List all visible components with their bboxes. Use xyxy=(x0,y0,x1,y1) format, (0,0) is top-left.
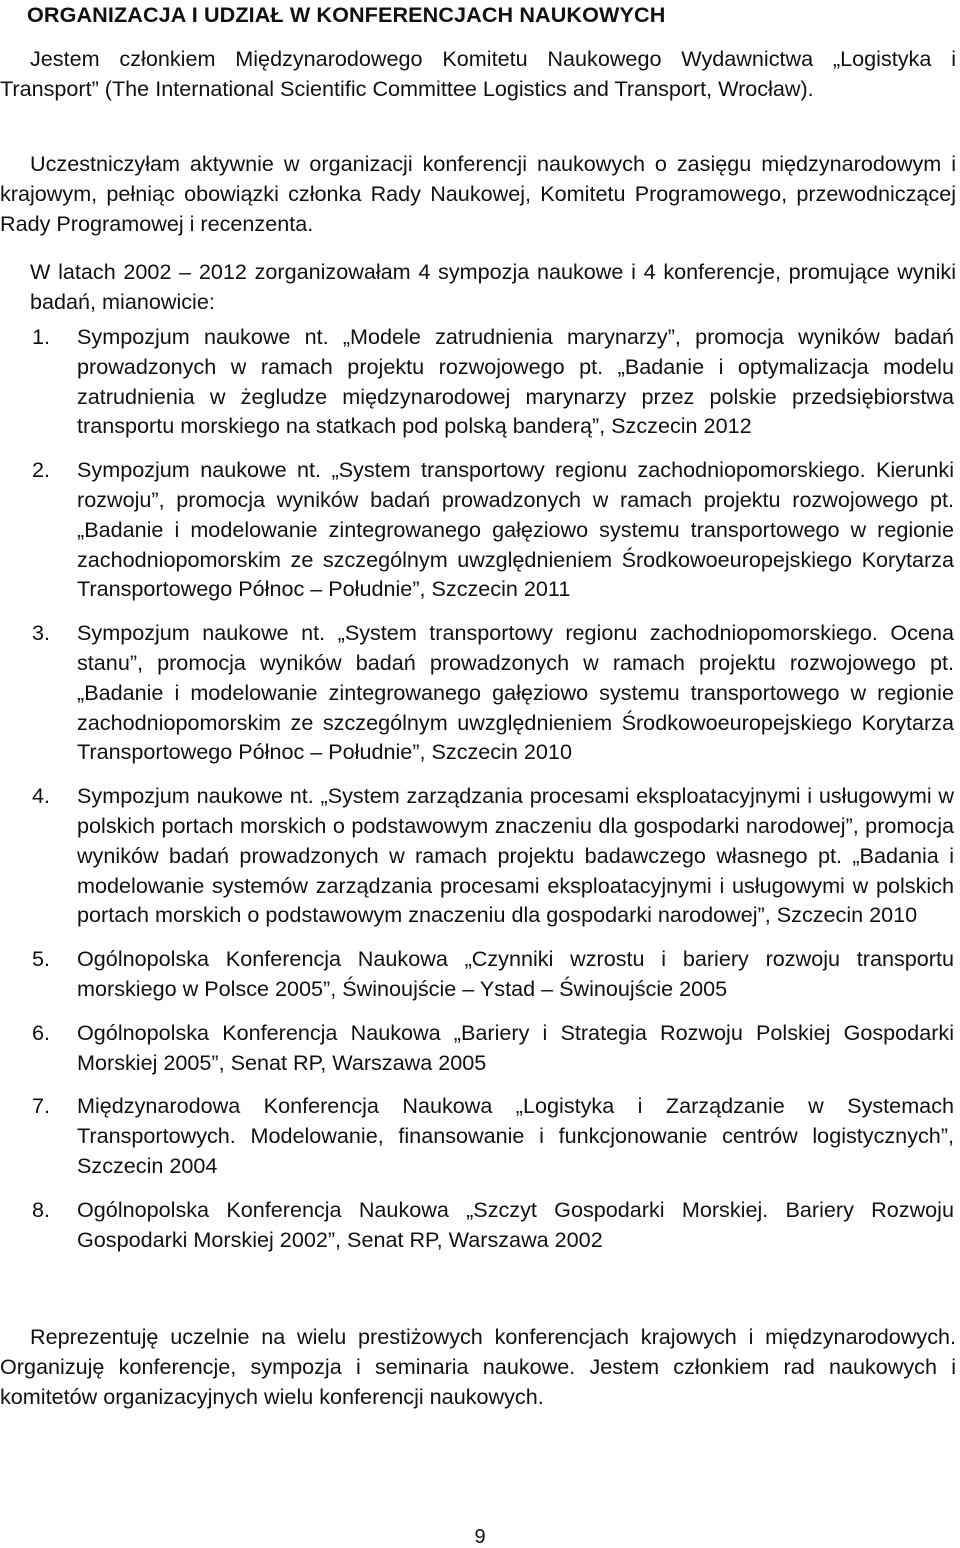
list-item xyxy=(0,455,960,604)
list-item xyxy=(0,1018,960,1078)
list-item-number: 6. xyxy=(31,1019,50,1045)
events-list xyxy=(0,322,960,1254)
list-item-text: Sympozjum naukowe nt. „Modele zatrudnienia marynarzy”, promocja wyników badań prowadzonych w ramach projektu rozwojowego pt. „Badanie i optymalizacja modelu zatrudnienia w żegludze międzynarodowej marynarzy przez polskie przedsiębiorstwa transportu morskiego na statkach pod polską banderą”, Szczecin 2012 xyxy=(77,324,954,439)
list-item-text: Sympozjum naukowe nt. „System transportowy regionu zachodniopomorskiego. Ocena stanu”, promocja wyników badań prowadzonych w ramach projektu rozwojowego pt. „Badanie i modelowanie zintegrowanego gałęziowo systemu transportowego w regionie zachodniopomorskim ze szczególnym uwzględnieniem Środkowoeuropejskiego Korytarza Transportowego Północ – Południe”, Szczecin 2010 xyxy=(77,620,954,765)
list-item xyxy=(0,618,960,767)
organized-intro-paragraph: W latach 2002 – 2012 zorganizowałam 4 sympozja naukowe i 4 konferencje, promujące wyniki badań, mianowicie: xyxy=(30,259,956,314)
list-item-number: 8. xyxy=(31,1196,50,1222)
list-item-text: Sympozjum naukowe nt. „System zarządzania procesami eksploatacyjnymi i usługowymi w polskich portach morskich o podstawowym znaczeniu dla gospodarki narodowej”, promocja wyników badań prowadzonych w ramach projektu badawczego własnego pt. „Badania i modelowanie systemów zarządzania procesami eksploatacyjnymi i usługowymi w polskich portach morskich o podstawowym znaczeniu dla gospodarki narodowej”, Szczecin 2010 xyxy=(77,783,954,928)
list-item-text: Sympozjum naukowe nt. „System transportowy regionu zachodniopomorskiego. Kierunki rozwoju”, promocja wyników badań prowadzonych w ramach projektu rozwojowego pt. „Badanie i modelowanie zintegrowanego gałęziowo systemu transportowego w regionie zachodniopomorskim ze szczególnym uwzględnieniem Środkowoeuropejskiego Korytarza Transportowego Północ – Południe”, Szczecin 2011 xyxy=(77,457,954,602)
list-item-number: 7. xyxy=(31,1093,50,1119)
list-item-number: 5. xyxy=(31,946,50,972)
list-item-number: 3. xyxy=(31,620,50,646)
list-item xyxy=(0,1195,960,1255)
page-number: 9 xyxy=(474,1526,486,1548)
list-item-number: 1. xyxy=(31,324,50,349)
closing-paragraph: Reprezentuję uczelnie na wielu prestiżowych konferencjach krajowych i międzynarodowych. Organizuję konferencje, sympozja i seminaria naukowe. Jestem członkiem rad naukowych i komitetów organizacyjnych wielu konferencji naukowych. xyxy=(0,1324,956,1409)
list-item-text: Ogólnopolska Konferencja Naukowa „Czynniki wzrostu i bariery rozwoju transportu morskiego w Polsce 2005”, Świnoujście – Ystad – Świnoujście 2005 xyxy=(77,946,954,1001)
list-item xyxy=(0,322,960,441)
committee-paragraph: Jestem członkiem Międzynarodowego Komitetu Naukowego Wydawnictwa „Logistyka i Transport” (The International Scientific Committee Logistics and Transport, Wrocław). xyxy=(0,46,956,101)
list-item xyxy=(0,944,960,1004)
list-item-number: 4. xyxy=(31,783,50,809)
list-item-text: Ogólnopolska Konferencja Naukowa „Szczyt Gospodarki Morskiej. Bariery Rozwoju Gospodarki Morskiej 2002”, Senat RP, Warszawa 2002 xyxy=(77,1196,954,1252)
list-item-text: Międzynarodowa Konferencja Naukowa „Logistyka i Zarządzanie w Systemach Transportowych. Modelowanie, finansowanie i funkcjonowanie centrów logistycznych”, Szczecin 2004 xyxy=(77,1093,954,1178)
list-item xyxy=(0,1091,960,1180)
list-item-number: 2. xyxy=(31,457,50,483)
section-heading: ORGANIZACJA I UDZIAŁ W KONFERENCJACH NAUKOWYCH xyxy=(27,2,666,27)
organization-paragraph: Uczestniczyłam aktywnie w organizacji konferencji naukowych o zasięgu międzynarodowym i krajowym, pełniąc obowiązki członka Rady Naukowej, Komitetu Programowego, przewodniczącej Rady Programowej i recenzenta. xyxy=(0,151,956,236)
list-item xyxy=(0,781,960,930)
list-item-text: Ogólnopolska Konferencja Naukowa „Bariery i Strategia Rozwoju Polskiej Gospodarki Morskiej 2005”, Senat RP, Warszawa 2005 xyxy=(77,1019,954,1075)
